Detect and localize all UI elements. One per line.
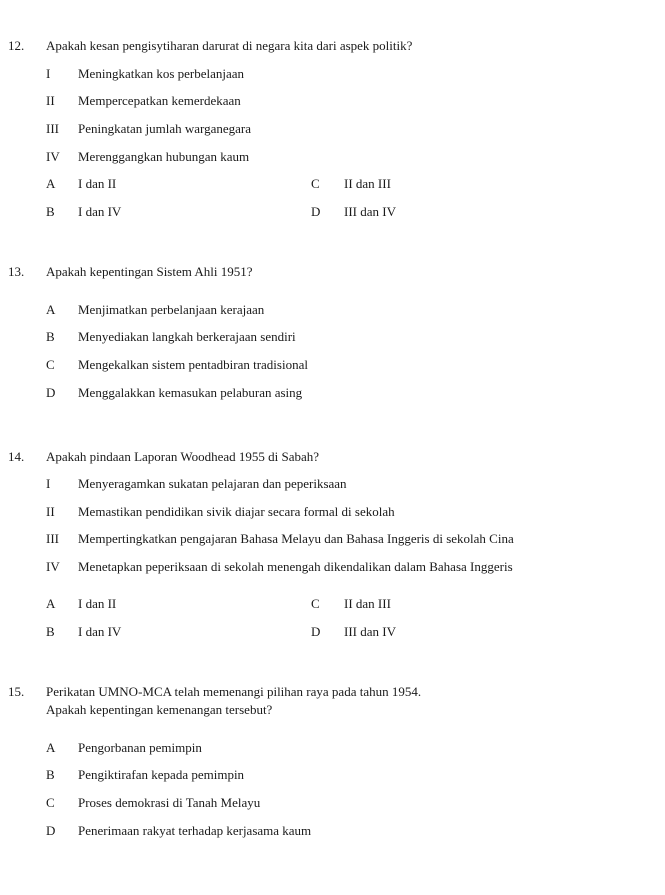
statement-text: Mempertingkatkan pengajaran Bahasa Melayu dan Bahasa Inggeris di sekolah Cina — [78, 531, 514, 546]
question-number: 14. — [8, 449, 25, 464]
option-label: A — [46, 176, 56, 191]
statement-text: Menyeragamkan sukatan pelajaran dan peperiksaan — [78, 476, 347, 491]
statement-label: III — [46, 531, 59, 546]
option-label: C — [46, 795, 55, 810]
option-label: B — [46, 767, 55, 782]
option-text: Menyediakan langkah berkerajaan sendiri — [78, 329, 296, 344]
question-stem: Apakah pindaan Laporan Woodhead 1955 di Sabah? — [46, 449, 320, 464]
question-number: 13. — [8, 264, 25, 279]
question-number: 15. — [8, 684, 25, 699]
option-text: III dan IV — [344, 624, 396, 639]
option-label: A — [46, 302, 56, 317]
statement-label: IV — [46, 149, 60, 164]
option-text: I dan II — [78, 596, 117, 611]
statement-label: IV — [46, 559, 60, 574]
statement-label: II — [46, 504, 55, 519]
statement-text: Menetapkan peperiksaan di sekolah menengah dikendalikan dalam Bahasa Inggeris — [78, 559, 513, 574]
option-text: Pengorbanan pemimpin — [78, 740, 202, 755]
statement-label: I — [46, 476, 51, 491]
option-label: A — [46, 740, 56, 755]
question-stem: Apakah kesan pengisytiharan darurat di negara kita dari aspek politik? — [46, 38, 413, 53]
statement-label: I — [46, 66, 51, 81]
statement-text: Merenggangkan hubungan kaum — [78, 149, 250, 164]
question-stem: Apakah kepentingan Sistem Ahli 1951? — [46, 264, 253, 279]
statement-text: Mempercepatkan kemerdekaan — [78, 93, 241, 108]
question-number: 12. — [8, 38, 25, 53]
option-label: B — [46, 329, 55, 344]
option-text: I dan IV — [78, 204, 122, 219]
question-stem: Perikatan UMNO-MCA telah memenangi pilihan raya pada tahun 1954. — [46, 684, 422, 699]
option-text: I dan IV — [78, 624, 122, 639]
option-text: Pengiktirafan kepada pemimpin — [78, 767, 245, 782]
statement-text: Memastikan pendidikan sivik diajar secara formal di sekolah — [78, 504, 395, 519]
option-label: D — [46, 823, 56, 838]
option-text: Proses demokrasi di Tanah Melayu — [78, 795, 261, 810]
option-label: C — [311, 176, 320, 191]
option-label: B — [46, 204, 55, 219]
statement-text: Meningkatkan kos perbelanjaan — [78, 66, 245, 81]
option-label: C — [46, 357, 55, 372]
option-label: D — [311, 204, 321, 219]
option-text: III dan IV — [344, 204, 396, 219]
option-text: II dan III — [344, 176, 391, 191]
option-text: I dan II — [78, 176, 117, 191]
option-text: II dan III — [344, 596, 391, 611]
option-label: B — [46, 624, 55, 639]
option-text: Menggalakkan kemasukan pelaburan asing — [78, 385, 303, 400]
statement-label: III — [46, 121, 59, 136]
option-label: A — [46, 596, 56, 611]
option-text: Penerimaan rakyat terhadap kerjasama kaum — [78, 823, 312, 838]
option-text: Menjimatkan perbelanjaan kerajaan — [78, 302, 265, 317]
statement-label: II — [46, 93, 55, 108]
option-label: D — [311, 624, 321, 639]
question-stem: Apakah kepentingan kemenangan tersebut? — [46, 702, 273, 717]
option-text: Mengekalkan sistem pentadbiran tradisional — [78, 357, 308, 372]
option-label: C — [311, 596, 320, 611]
statement-text: Peningkatan jumlah warganegara — [78, 121, 252, 136]
option-label: D — [46, 385, 56, 400]
